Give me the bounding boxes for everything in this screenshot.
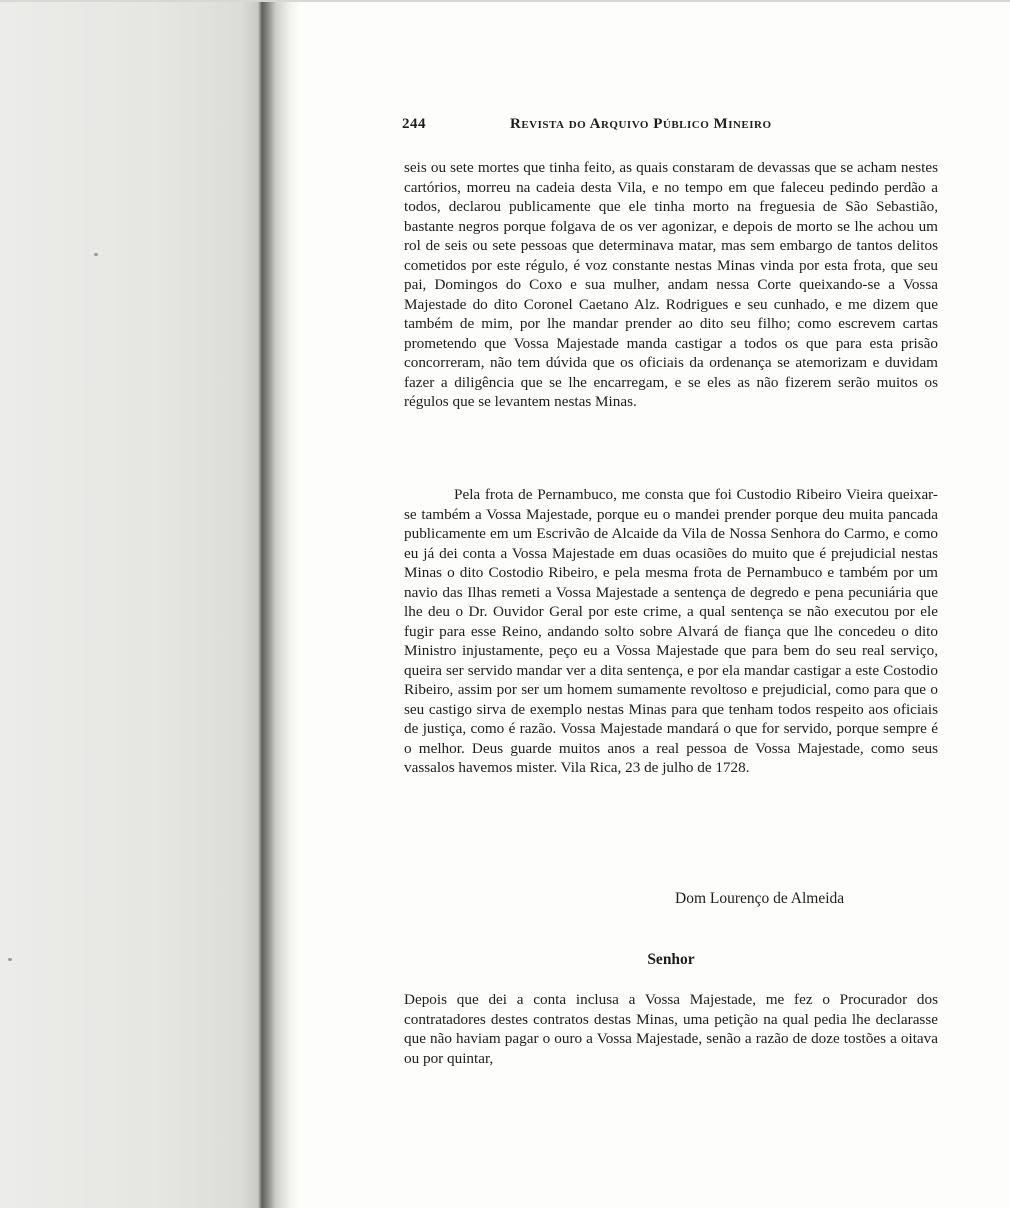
scan-speck	[8, 958, 12, 961]
salutation: Senhor	[647, 951, 695, 968]
book-gutter	[0, 0, 300, 1208]
signature: Dom Lourenço de Almeida	[675, 890, 845, 907]
journal-title: Revista do Arquivo Público Mineiro	[510, 116, 772, 132]
page-number: 244	[402, 116, 426, 132]
page-top-edge	[0, 0, 1010, 2]
paragraph-1: seis ou sete mortes que tinha feito, as quais constaram de devassas que se acham nestes cartórios, morreu na cadeia desta Vila, e no tempo em que faleceu pedindo perdão a todos, declarou publicamente que ele tinha morto na freguesia de São Sebastião, bastante negros porque folgava de os ver agonizar, e depois de morto se lhe achou um rol de seis ou sete pessoas que determinava matar, mas sem embargo de tantos delitos cometidos por este régulo, é voz constante nestas Minas vinda por esta frota, que seu pai, Domingos do Coxo e sua mulher, andam nessa Corte queixando-se a Vossa Majestade do dito Coronel Caetano Alz. Rodrigues e seu cunhado, e me dizem que também de mim, por lhe mandar prender ao dito seu filho; como escrevem cartas prometendo que Vossa Majestade manda castigar a todos os que para esta prisão concorreram, não tem dúvida que os oficiais da ordenança se atemorizam e duvidam fazer a diligência que se lhe encarregam, e se eles as não fizerem serão muitos os régulos que se levantem nestas Minas.	[404, 159, 938, 410]
scan-speck	[94, 253, 98, 256]
paragraph-3: Depois que dei a conta inclusa a Vossa Majestade, me fez o Procurador dos contratadores destes contratos destas Minas, uma petição na qual pedia lhe declarasse que não haviam pagar o ouro a Vossa Majestade, senão a razão de doze tostões a oitava ou por quintar,	[404, 991, 938, 1067]
paragraph-2: Pela frota de Pernambuco, me consta que foi Custodio Ribeiro Vieira queixar-se também a Vossa Majestade, porque eu o mandei prender porque deu muita pancada publicamente em um Escrivão de Alcaide da Vila de Nossa Senhora do Carmo, e como eu já dei conta a Vossa Majestade em duas ocasiões do muito que é prejudicial nestas Minas o dito Costodio Ribeiro, e pela mesma frota de Pernambuco e também por um navio das Ilhas remeti a Vossa Majestade a sentença de degredo e pena pecuniária que lhe deu o Dr. Ouvidor Geral por este crime, a qual sentença se não executou por ele fugir para esse Reino, andando solto sobre Alvará de fiança que lhe concedeu o dito Ministro injustamente, peço eu a Vossa Majestade que para bem do seu real serviço, queira ser servido mandar ver a dita sentença, e por ela mandar castigar a este Costodio Ribeiro, assim por ser um homem sumamente revoltoso e prejudicial, como para que o seu castigo sirva de exemplo nestas Minas para que tenham todos respeito aos oficiais de justiça, como é razão. Vossa Majestade mandará o que for servido, porque sempre é o melhor. Deus guarde muitos anos a real pessoa de Vossa Majestade, como seus vassalos havemos mister. Vila Rica, 23 de julho de 1728.	[404, 486, 938, 776]
